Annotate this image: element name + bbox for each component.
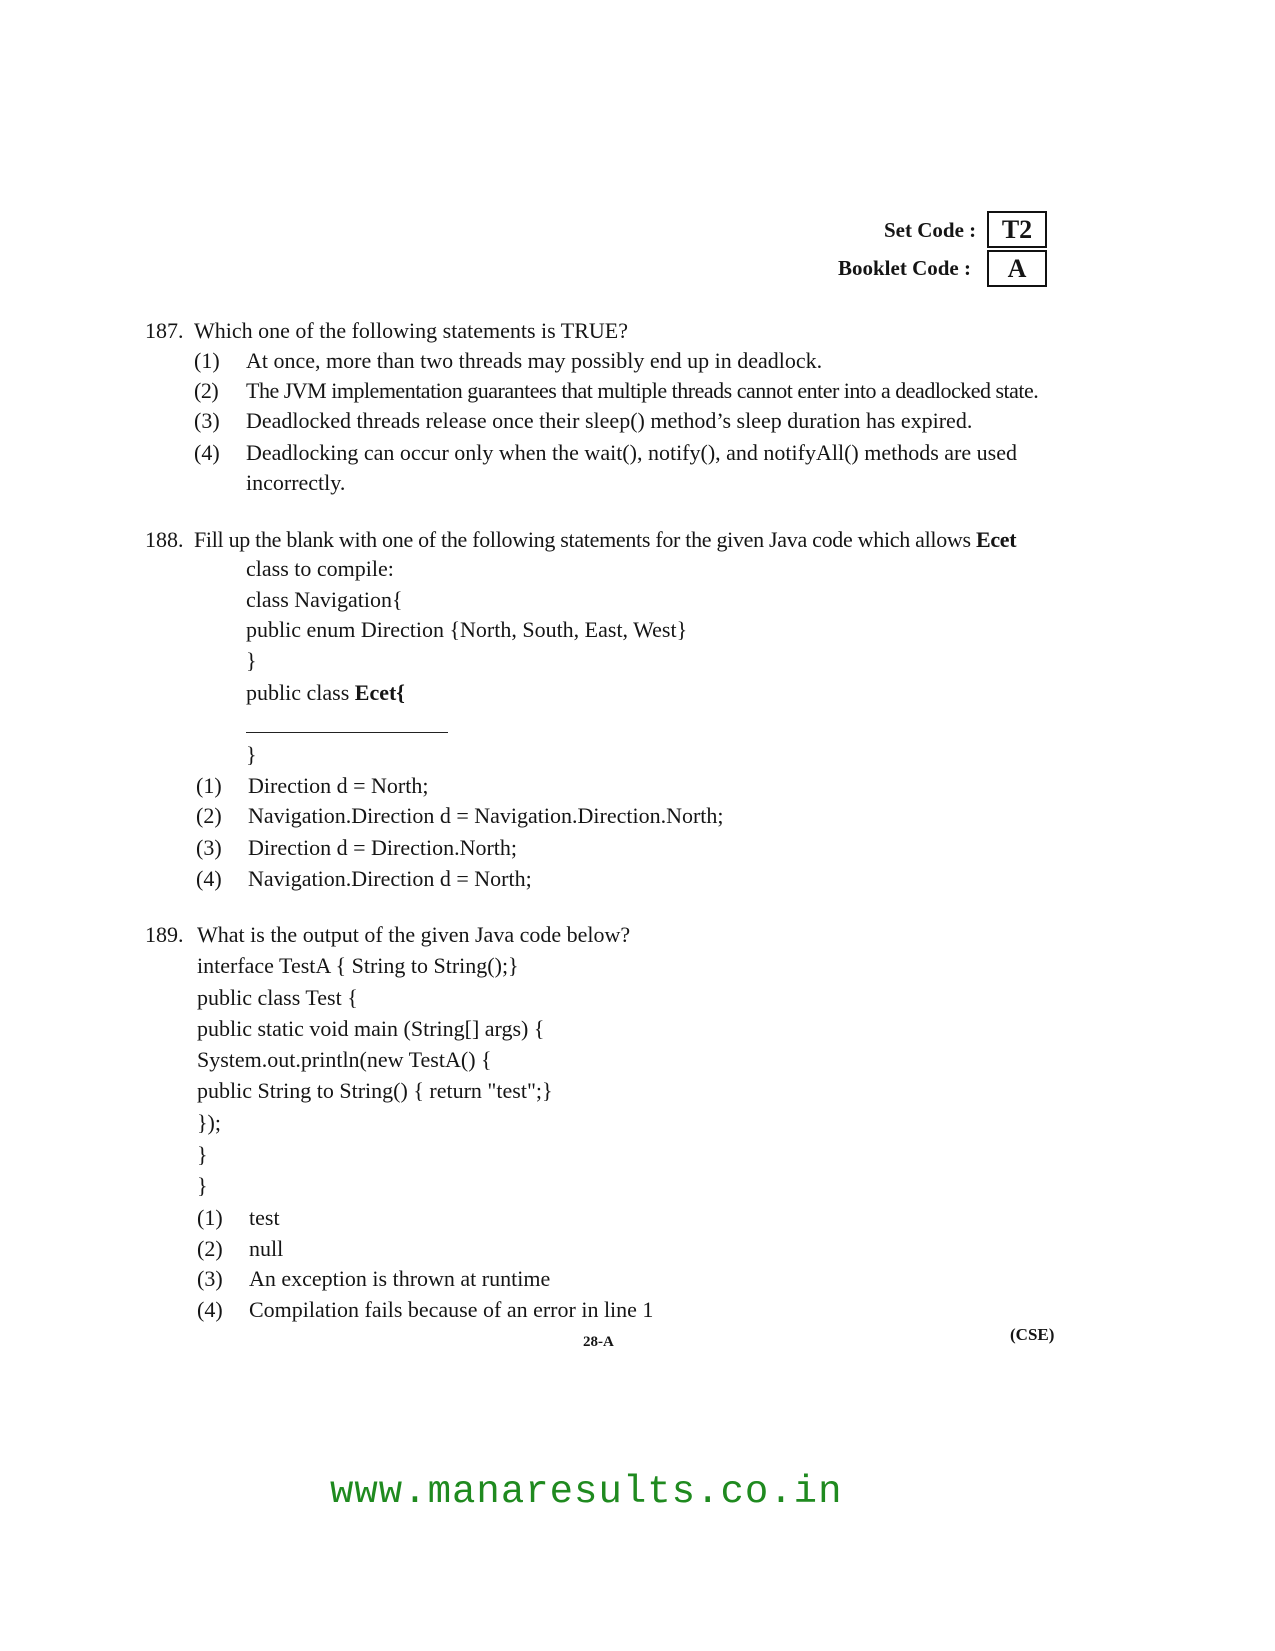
question-187-text: Which one of the following statements is TRUE? bbox=[194, 318, 629, 343]
question-188-text bbox=[194, 527, 1016, 553]
fill-blank-line bbox=[246, 732, 448, 733]
question-188-option-3 bbox=[196, 835, 517, 861]
question-188-text-line2: class to compile: bbox=[246, 556, 394, 581]
code-class-prefix: public class bbox=[246, 680, 355, 705]
subject-code: (CSE) bbox=[1010, 1325, 1055, 1344]
code-line: } bbox=[246, 648, 257, 673]
question-189-option-3 bbox=[197, 1266, 550, 1292]
booklet-code-value: A bbox=[987, 250, 1047, 287]
option-text: Compilation fails because of an error in line 1 bbox=[249, 1297, 654, 1322]
option-number: (1) bbox=[197, 1205, 223, 1230]
code-line: public enum Direction {North, South, East, West} bbox=[246, 617, 688, 642]
option-number: (4) bbox=[196, 866, 222, 891]
option-text: Deadlocked threads release once their sleep() method’s sleep duration has expired. bbox=[246, 408, 973, 433]
option-number: (3) bbox=[194, 408, 220, 433]
option-text: Direction d = Direction.North; bbox=[248, 835, 518, 860]
option-text: Navigation.Direction d = North; bbox=[248, 866, 532, 891]
question-189-text: What is the output of the given Java code below? bbox=[197, 922, 631, 947]
option-number: (3) bbox=[196, 835, 222, 860]
option-text: At once, more than two threads may possibly end up in deadlock. bbox=[246, 348, 823, 373]
question-188-option-1 bbox=[196, 773, 428, 799]
question-187-option-1 bbox=[194, 348, 822, 374]
booklet-code-label: Booklet Code : bbox=[838, 256, 971, 280]
code-line: } bbox=[197, 1142, 208, 1167]
option-number: (4) bbox=[194, 440, 220, 465]
option-number: (2) bbox=[197, 1236, 223, 1261]
question-189-option-4 bbox=[197, 1297, 653, 1323]
question-189-option-1 bbox=[197, 1205, 280, 1231]
set-code-value: T2 bbox=[987, 211, 1047, 248]
option-number: (4) bbox=[197, 1297, 223, 1322]
question-188-option-2 bbox=[196, 803, 724, 829]
option-text: Deadlocking can occur only when the wait(), notify(), and notifyAll() methods are used bbox=[246, 440, 1017, 465]
question-188-option-4 bbox=[196, 866, 532, 892]
question-189-option-2 bbox=[197, 1236, 283, 1262]
question-188-text-bold: Ecet bbox=[975, 527, 1017, 552]
question-187-option-4 bbox=[194, 440, 1017, 466]
option-text: The JVM implementation guarantees that multiple threads cannot enter into a deadlocked state. bbox=[246, 378, 1039, 403]
option-text: Navigation.Direction d = Navigation.Direction.North; bbox=[248, 803, 724, 828]
code-line: } bbox=[197, 1173, 208, 1198]
question-187-option-2 bbox=[194, 378, 1038, 404]
question-187-option-3 bbox=[194, 408, 972, 434]
watermark-url: www.manaresults.co.in bbox=[330, 1470, 843, 1514]
code-line: public String to String() { return "test";} bbox=[197, 1078, 553, 1103]
code-line: interface TestA { String to String();} bbox=[197, 953, 519, 978]
option-number: (2) bbox=[194, 378, 219, 403]
code-class-bold: Ecet{ bbox=[354, 680, 405, 705]
code-line: public class Test { bbox=[197, 985, 358, 1010]
set-code-label: Set Code : bbox=[884, 218, 977, 242]
option-text: Direction d = North; bbox=[248, 773, 429, 798]
option-text: null bbox=[249, 1236, 284, 1261]
option-number: (2) bbox=[196, 803, 222, 828]
option-number: (1) bbox=[194, 348, 220, 373]
question-187-option-4-continuation: incorrectly. bbox=[246, 470, 346, 495]
page-number: 28-A bbox=[583, 1334, 614, 1350]
code-line-class bbox=[246, 680, 405, 706]
option-number: (3) bbox=[197, 1266, 223, 1291]
question-188-number: 188. bbox=[145, 527, 184, 552]
question-189-number: 189. bbox=[145, 922, 184, 947]
code-line: }); bbox=[197, 1110, 221, 1135]
option-text: test bbox=[249, 1205, 280, 1230]
option-text: An exception is thrown at runtime bbox=[249, 1266, 551, 1291]
code-line: System.out.println(new TestA() { bbox=[197, 1047, 492, 1072]
option-number: (1) bbox=[196, 773, 222, 798]
question-188-text-main: Fill up the blank with one of the following statements for the given Java code which allows bbox=[194, 527, 976, 552]
code-line: class Navigation{ bbox=[246, 587, 403, 612]
code-line: } bbox=[246, 742, 257, 767]
question-187-number: 187. bbox=[145, 318, 184, 343]
code-line: public static void main (String[] args) { bbox=[197, 1016, 545, 1041]
